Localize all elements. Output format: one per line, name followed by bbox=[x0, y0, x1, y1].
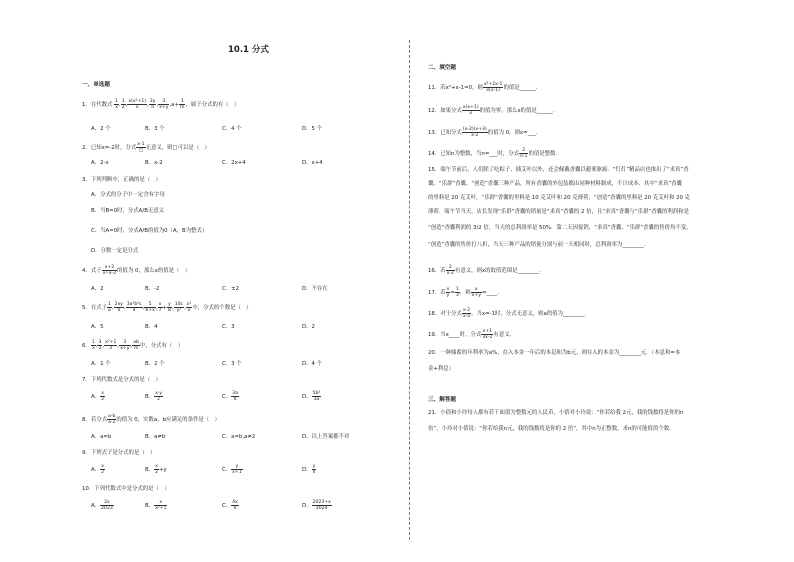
question-2: 2．已知x=-2时，分式 $\frac{x-1}{□}$ 无意义，则□可以是（ ） bbox=[82, 142, 210, 153]
q8-option-a: A．a=b bbox=[91, 434, 112, 440]
q2-option-b: B．x-2 bbox=[145, 160, 163, 166]
q8-option-b: B．a≠b bbox=[145, 434, 166, 440]
question-15-line-6: “创造”香囊的售价打八折，当天三种产品的销量分别与前一天相同时，总利润率为________. bbox=[428, 242, 646, 248]
q8-option-d: D．以上答案都不对 bbox=[302, 434, 350, 440]
section-answer: 三、解答题 bbox=[428, 397, 456, 403]
q1-option-b: B．3 个 bbox=[145, 126, 165, 132]
q2-option-a: A．2-x bbox=[91, 160, 109, 166]
q1-option-a: A．2 个 bbox=[91, 126, 111, 132]
q6-option-b: B．2 个 bbox=[145, 361, 165, 367]
question-15-line-2: 囊、“乐群”香囊、“创造”香囊三种产品，所有香囊的外包装都由同种材料制成，不计成本．其中“求真”香囊 bbox=[428, 181, 682, 187]
question-21-line-1: 21．小倩和小玲每人都有若干面值为整数元的人民币，小倩对小玲说：“你若给我 2元，我的钱数将是你的n bbox=[428, 410, 684, 416]
q4-option-d: D．不存在 bbox=[302, 286, 328, 292]
q10-option-d: D． $\frac{2023+x}{2024}$ bbox=[302, 500, 331, 511]
page-title: 10.1 分式 bbox=[228, 45, 269, 55]
question-12: 12．如果分式 $\frac{x(x+1)}{x}$ 的值为零，那么x的值是______. bbox=[428, 105, 555, 116]
question-4: 4．式子 $\frac{x+2}{\text{x²-x-2}}$ 的值为 0，那么x的值是（ ） bbox=[82, 265, 191, 276]
q9-option-a: A． $\frac{x}{2}$ bbox=[91, 464, 105, 475]
column-divider bbox=[409, 40, 410, 540]
question-17: 17．若 $\frac{x}{y}$ = $\frac{1}{3}$ ，则 $\frac{x}{x+y}$ =____. bbox=[428, 287, 499, 298]
q3-option-d: D．分数一定是分式 bbox=[91, 248, 139, 254]
q5-option-d: D．2 bbox=[302, 324, 315, 330]
q1-option-c: C．4 个 bbox=[222, 126, 242, 132]
q3-option-c: C．当A=0时，分式A/B的值为0（A，B为整式） bbox=[91, 228, 208, 234]
q3-option-a: A．分式的分子中一定含有字母 bbox=[91, 192, 165, 198]
question-13: 13．已知分式 $\frac{(x-2)(x+3)}{x-2}$ 的值为 0，则x=___. bbox=[428, 127, 538, 138]
question-6: 6． $\frac{1}{x}$ , $\frac{3}{2}$ , $\frac{\text{x²+1}}{2}$ , $\frac{3}{x+y}$ , $\frac{ab}{m}$ 中，分式有（ ） bbox=[82, 340, 184, 351]
question-16: 16．若 $\frac{2}{x-2}$ 有意义，则x的取值范围是________. bbox=[428, 265, 541, 276]
q2-option-d: D．x+4 bbox=[302, 160, 323, 166]
q7-option-a: A． $\frac{x}{2}$ bbox=[91, 391, 105, 402]
q9-option-c: C． $\frac{y}{x+1}$ bbox=[222, 464, 242, 475]
q4-option-b: B．-2 bbox=[145, 286, 160, 292]
q10-option-b: B． $\frac{x}{\text{x²+1}}$ bbox=[145, 500, 167, 511]
q7-option-c: C． $\frac{3a}{\pi}$ bbox=[222, 391, 238, 402]
q2-option-c: C．2x+4 bbox=[222, 160, 246, 166]
q10-option-c: C． $\frac{4x}{\pi}$ bbox=[222, 500, 238, 511]
question-3: 3．下列判断中，正确的是（ ） bbox=[82, 177, 161, 183]
q9-option-d: D． $\frac{y}{\pi}$ bbox=[302, 464, 316, 475]
question-7: 7．下列代数式是分式的是（ ） bbox=[82, 377, 161, 383]
question-15-line-3: 的里料是 20 克艾叶，“乐群”香囊的里料是 10 克艾叶和 20 克薄荷，“创造”香囊的里料是 20 克艾叶和 20 克 bbox=[428, 195, 691, 201]
question-9: 9．下列式子是分式的是（ ） bbox=[82, 450, 156, 456]
q3-option-b: B．当B=0时，分式A/B无意义 bbox=[91, 208, 165, 214]
question-21-line-2: 倍”，小玲对小倩说：“你若给我n元，我的钱数将是你的 2 倍”，其中n为正整数，求n的可能值的个数． bbox=[428, 426, 675, 432]
question-14: 14．已知n为整数，当n=___时，分式 $\frac{2}{n-1}$ 的值是整数. bbox=[428, 148, 558, 159]
q8-option-c: C．a=b,a≠2 bbox=[222, 434, 256, 440]
q10-option-a: A． $\frac{2x}{2023}$ bbox=[91, 500, 113, 511]
q5-option-b: B．4 bbox=[145, 324, 158, 330]
question-15-line-5: “创造”香囊利润的 3/2 倍，当天的总利润率是 50%．第二天因促销，“求真”香囊、“乐群”香囊的售价均不变， bbox=[428, 225, 692, 231]
section-single-choice: 一、单选题 bbox=[82, 82, 110, 88]
question-5: 5．在式子 $\frac{1}{a}$ , $\frac{2xy}{\pi}$ , $\frac{\text{3a²b³c}}{4}$ , $\frac{5}{6+x}$ , $\frac{x}{7}$ + $\frac{y}{8}$ , $\frac{10c}{\text{y²}}$ , $\frac{\text{x²}}{x}$ 中，分式的个数是（ ） bbox=[82, 302, 252, 313]
question-15-line-1: 15．端午节前后，人们除了吃粽子、插艾叶以外，还会佩戴香囊以避邪驱瘟．“钉灯”精品店也推出了“求真”香 bbox=[428, 167, 689, 173]
section-fill-in: 二、填空题 bbox=[428, 65, 456, 71]
question-10: 10．下列代数式中是分式的是（ ） bbox=[82, 486, 170, 492]
question-18: 18．对于分式 $\frac{x-2}{x-a}$ ，当x=-1时，分式无意义，则a的值为________. bbox=[428, 308, 587, 319]
q4-option-c: C．±2 bbox=[222, 286, 240, 292]
q7-option-d: D． $\frac{\text{5b²}}{3a}$ bbox=[302, 391, 321, 402]
question-1: 1．在代数式 $\frac{1}{x}$ , $\frac{1}{2}$ , $\frac{\text{x(x²+1)}}{x}$ , $\frac{3y}{\pi}$ , $\frac{3}{x+y}$ ,a+ $\frac{1}{m}$ ，属于分式的有（ ） bbox=[82, 99, 240, 110]
q9-option-b: B． $\frac{x}{2}$ +y bbox=[145, 464, 167, 475]
q6-option-c: C．3 个 bbox=[222, 361, 242, 367]
q1-option-d: D．5 个 bbox=[302, 126, 323, 132]
q4-option-a: A．2 bbox=[91, 286, 104, 292]
question-19: 19．当x____时，分式 $\frac{x+1}{3x-2}$ 有意义. bbox=[428, 329, 512, 340]
q5-option-c: C．3 bbox=[222, 324, 235, 330]
question-20-line-1: 20．一种储蓄的年利率为a%，存入本金一年后的本息和为b元，则存入的本金为________元．（本息和=本 bbox=[428, 350, 681, 356]
q7-option-b: B． $\frac{x-y}{2}$ bbox=[145, 391, 163, 402]
q6-option-a: A．1 个 bbox=[91, 361, 111, 367]
question-20-line-2: 金+利息） bbox=[428, 366, 455, 372]
question-8: 8．若分式 $\frac{a-b}{a-2}$ 的值为 0，实数a、b应满足的条件是（ ） bbox=[82, 414, 220, 425]
question-15-line-4: 薄荷．端午节当天，店长发现“乐群”香囊的销量是“求真”香囊的 2 倍，且“求真”香囊与“乐群”香囊的利润和是 bbox=[428, 209, 689, 215]
q5-option-a: A．5 bbox=[91, 324, 104, 330]
question-11: 11．若x²+x-1=0，则 $\frac{\text{x²+2x-1}}{x(x-1)}$ 的值是______. bbox=[428, 82, 538, 93]
q6-option-d: D．4 个 bbox=[302, 361, 323, 367]
